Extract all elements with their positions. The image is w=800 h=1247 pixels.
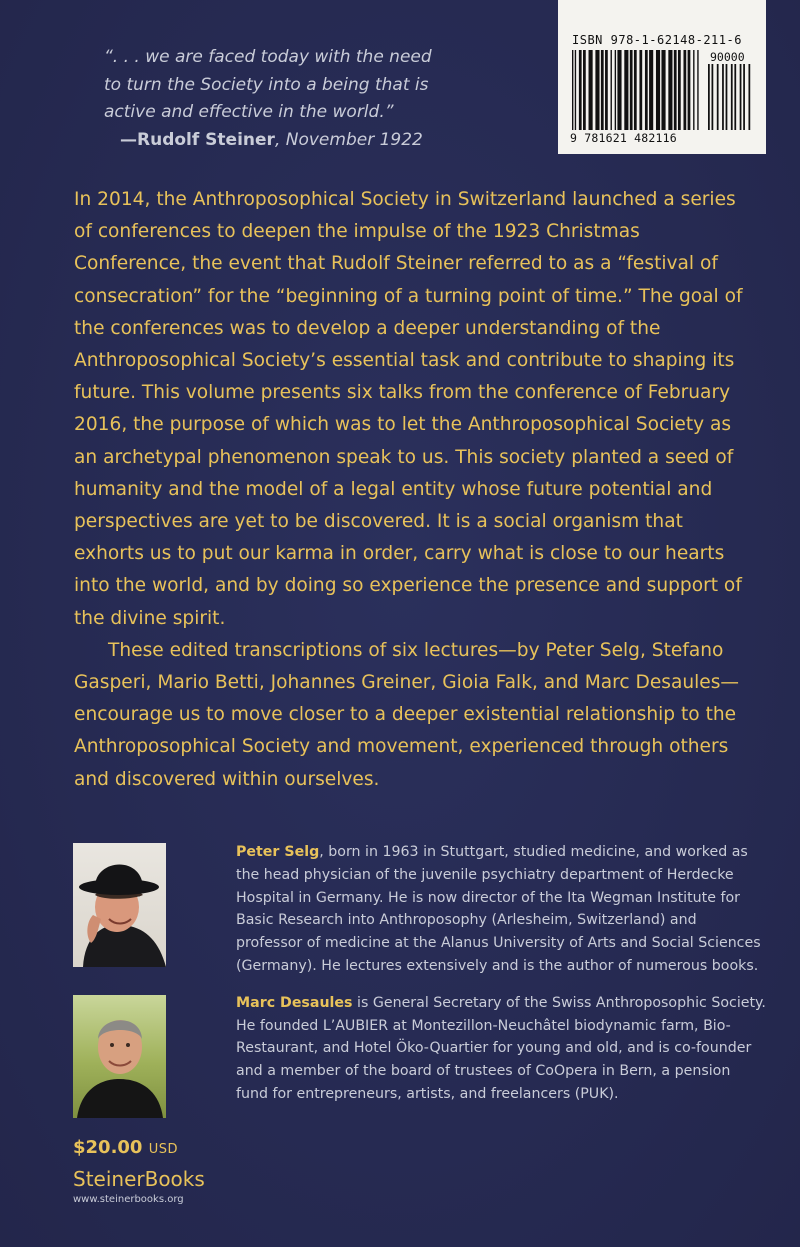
barcode-bar: [645, 50, 648, 130]
barcode-bar: [717, 64, 719, 130]
quote-line-1: “. . . we are faced today with the need: [104, 47, 432, 67]
barcode-bar: [575, 50, 576, 130]
bio-name: Marc Desaules: [236, 994, 353, 1011]
barcode-bar: [734, 64, 736, 130]
barcode-bar: [624, 50, 628, 130]
author-photo-peter-selg: [73, 843, 166, 967]
bio-marc-desaules: [236, 992, 766, 1106]
barcode-addon-code: 90000: [710, 50, 745, 64]
description-paragraph-2: These edited transcriptions of six lectures—by Peter Selg, Stefano Gasperi, Mario Betti, Johannes Greiner, Gioia Falk, and Marc Desaules—encourage us to move closer to a deeper existential relationship to the Anthroposophical Society and movement, experienced through others and discovered within ourselves.: [74, 639, 740, 790]
barcode-bar: [743, 64, 745, 130]
barcode-bar: [617, 50, 621, 130]
price-currency: USD: [148, 1142, 179, 1157]
portrait-illustration: [73, 843, 166, 967]
barcode-bar: [661, 50, 665, 130]
barcode-bar: [579, 50, 582, 130]
barcode-bar: [639, 50, 642, 130]
isbn-number: ISBN 978-1-62148-211-6: [572, 33, 742, 47]
bio-text: , born in 1963 in Stuttgart, studied medicine, and worked as the head physician of the juvenile psychiatry department of Herdecke Hospital in Germany. He is now director of the Ita Wegman Institute for Basic Research into Anthroposophy (Arlesheim, Switzerland) and professor of medicine at the Alanus University of Arts and Social Sciences (Germany). He lectures extensively and is the author of numerous books.: [236, 844, 761, 974]
quote-author: —Rudolf Steiner: [120, 129, 275, 150]
book-description: [74, 184, 754, 796]
barcode-digits: 9 781621 482116: [570, 131, 677, 145]
publisher-website: www.steinerbooks.org: [73, 1194, 184, 1205]
bio-text: is General Secretary of the Swiss Anthroposophic Society. He founded L’AUBIER at Montezillon-Neuchâtel biodynamic farm, Bio-Restaurant, and Hotel Öko-Quartier for young and old, and is co-founder and a member of the board of trustees of CoOpera in Bern, a pension fund for entrepreneurs, artists, and freelancers (PUK).: [236, 994, 766, 1102]
barcode-bar: [649, 50, 653, 130]
barcode-bar: [615, 50, 616, 130]
price-amount: $20.00: [73, 1137, 143, 1158]
barcode-bar: [583, 50, 586, 130]
barcode-bar: [748, 64, 750, 130]
barcode-bar: [656, 50, 660, 130]
bio-peter-selg: [236, 841, 766, 978]
barcode-bar: [630, 50, 633, 130]
barcode-bar: [693, 50, 694, 130]
addon-barcode-bars: [708, 64, 752, 130]
price: [73, 1137, 178, 1158]
barcode-bar: [712, 64, 714, 130]
barcode-bar: [688, 50, 691, 130]
barcode-bar: [731, 64, 733, 130]
barcode-bar: [595, 50, 599, 130]
barcode-bar: [601, 50, 604, 130]
bio-name: Peter Selg: [236, 844, 320, 860]
publisher-name: SteinerBooks: [73, 1167, 205, 1191]
description-paragraph-1: In 2014, the Anthroposophical Society in Switzerland launched a series of conferences to deepen the impulse of the 1923 Christmas Conference, the event that Rudolf Steiner referred to as a “festival of consecration” for the “beginning of a turning point of time.” The goal of the conferences was to develop a deeper understanding of the Anthroposophical Society’s essential task and contribute to shaping its future. This volume presents six talks from the conference of February 2016, the purpose of which was to let the Anthroposophical Society as an archetypal phenomenon speak to us. This society planted a seed of humanity and the model of a legal entity whose future potential and perspectives are yet to be discovered. It is a social organism that exhorts us to put our karma in order, carry what is close to our hearts into the world, and by doing so experience the presence and support of the divine spirit.: [74, 189, 743, 629]
barcode-bar: [678, 50, 681, 130]
barcode-bar: [740, 64, 742, 130]
barcode-bar: [572, 50, 573, 130]
barcode-bar: [589, 50, 593, 130]
barcode-bar: [668, 50, 672, 130]
ean-barcode-bars: [572, 50, 700, 130]
epigraph-quote: [104, 44, 464, 154]
barcode-bar: [697, 50, 698, 130]
portrait-illustration: [73, 995, 166, 1118]
barcode-bar: [726, 64, 728, 130]
author-photo-marc-desaules: [73, 995, 166, 1118]
barcode-bar: [611, 50, 612, 130]
barcode-bar: [605, 50, 608, 130]
barcode-bar: [683, 50, 686, 130]
quote-attribution: [120, 127, 464, 155]
isbn-barcode: [558, 0, 766, 154]
quote-date: , November 1922: [274, 129, 423, 150]
quote-line-2: to turn the Society into a being that is: [104, 74, 429, 95]
barcode-bar: [634, 50, 637, 130]
barcode-bar: [674, 50, 677, 130]
quote-line-3: active and effective in the world.”: [104, 102, 394, 122]
barcode-bar: [708, 64, 710, 130]
barcode-bar: [722, 64, 724, 130]
author-bios: [236, 841, 766, 1120]
